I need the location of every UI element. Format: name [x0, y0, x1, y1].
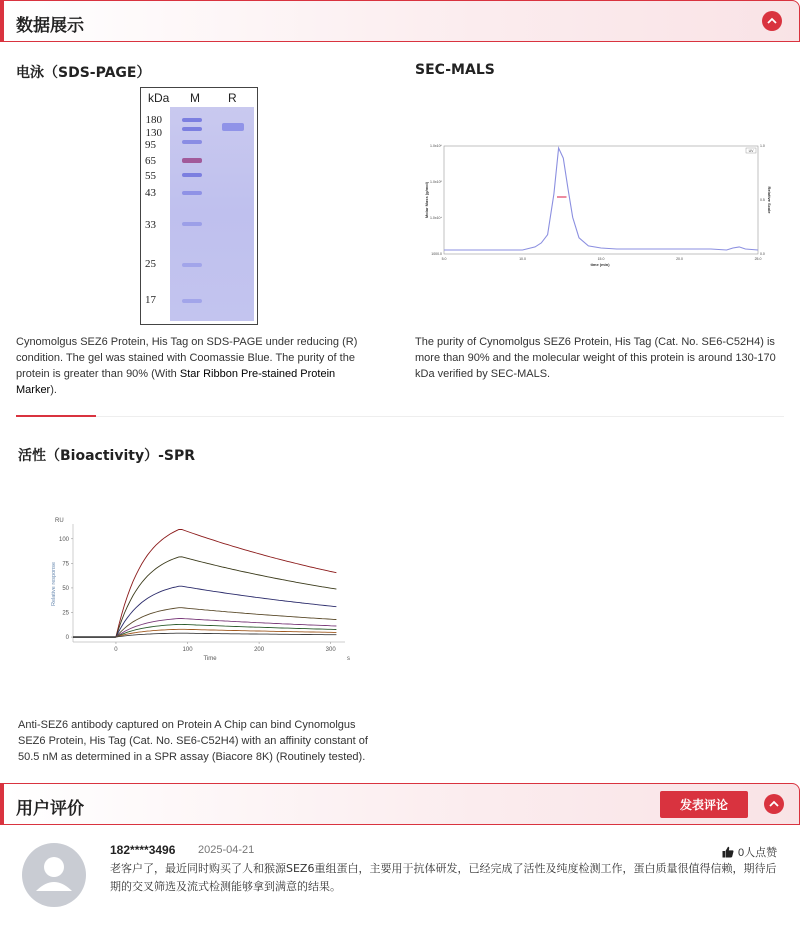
kda-tick-label: 17 — [145, 294, 156, 306]
sec-plot-frame — [444, 146, 758, 254]
sec-mals-caption: The purity of Cynomolgus SEZ6 Protein, His Tag (Cat. No. SE6-C52H4) is more than 90% and the molecular weight of this protein is around 130-170 kDa verified by SEC-MALS. — [415, 336, 776, 380]
kda-tick-label: 43 — [145, 187, 156, 199]
spr-x-tick-label: 0 — [114, 647, 118, 653]
review-date: 2025-04-21 — [198, 844, 255, 856]
spr-y-tick-label: 75 — [62, 561, 69, 568]
sds-page-caption — [16, 334, 376, 398]
sec-y-right-tick-label: 0.5 — [760, 198, 765, 202]
post-review-button[interactable]: 发表评论 — [660, 791, 748, 818]
sec-x-tick-label: 5.0 — [441, 257, 447, 261]
marker-band — [182, 222, 202, 226]
spr-y-tick-label: 0 — [65, 635, 69, 642]
marker-band — [182, 158, 202, 163]
kda-tick-label: 95 — [145, 139, 156, 151]
spr-y-axis-label: Relative response — [51, 561, 57, 607]
kda-tick-label: 180 — [145, 114, 162, 126]
section-divider-accent — [16, 415, 96, 417]
sec-mals-chart — [420, 140, 770, 272]
sec-x-tick-label: 10.0 — [519, 257, 526, 261]
data-section-header — [0, 0, 800, 42]
kda-tick-label: 55 — [145, 170, 156, 182]
review-text: 老客户了，最近同时购买了人和猴源SEZ6重组蛋白，主要用于抗体研发，已经完成了活性及纯度检测工作，蛋白质量很值得信赖，期待后期的交叉筛选及流式检测能够拿到满意的结果。 — [110, 862, 777, 893]
sec-y-right-label: Relative Scale — [767, 186, 772, 214]
review-username: 182****3496 — [110, 843, 176, 857]
sec-y-right-tick-label: 0.0 — [760, 252, 765, 256]
sec-x-axis-label: time (min) — [590, 262, 610, 267]
marker-band — [182, 191, 202, 195]
data-section-title: 数据展示 — [16, 16, 84, 36]
sec-y-left-tick-label: 1.0x10⁵ — [430, 180, 442, 184]
marker-band — [182, 263, 202, 267]
reviews-section-title: 用户评价 — [16, 799, 84, 819]
spr-response-curve — [116, 633, 337, 637]
marker-band — [182, 118, 202, 122]
spr-y-tick-label: 50 — [62, 585, 69, 592]
spr-x-tick-label: 100 — [182, 647, 193, 653]
spr-x-axis-label: Time — [203, 656, 217, 662]
gel-reduced-label: R — [228, 91, 237, 105]
spr-title: 活性（Bioactivity）-SPR — [18, 448, 196, 464]
spr-x-tick-label: 300 — [325, 647, 336, 653]
gel-marker-label: M — [190, 91, 200, 105]
kda-tick-label: 33 — [145, 219, 156, 231]
section-divider — [16, 416, 784, 417]
chevron-up-icon[interactable] — [762, 11, 782, 31]
sec-mals-title: SEC-MALS — [415, 62, 495, 78]
sample-band — [222, 123, 244, 131]
sec-uv-series — [444, 148, 758, 250]
gel-image — [170, 107, 254, 321]
sec-legend-label: UV — [748, 149, 754, 153]
sec-y-left-label: Molar Mass (g/mol) — [424, 181, 429, 219]
chevron-up-icon[interactable] — [764, 794, 784, 814]
sec-y-left-tick-label: 1.0x10⁴ — [429, 216, 442, 220]
spr-y-tick-label: 100 — [58, 536, 69, 543]
sds-page-caption-text: Cynomolgus SEZ6 Protein, His Tag on SDS-PAGE under reducing (R) condition. The gel was stained with Coomassie Blue. The purity of the protein is greater than 90% (With — [16, 336, 358, 380]
sec-x-tick-label: 15.0 — [597, 257, 605, 261]
marker-band — [182, 173, 202, 177]
spr-y-unit: RU — [55, 518, 64, 524]
sds-page-caption-end: ). — [50, 384, 57, 396]
spr-x-unit: s — [347, 656, 350, 662]
spr-y-tick-label: 25 — [62, 610, 69, 617]
sec-y-left-tick-label: 1000.0 — [431, 252, 442, 256]
sec-y-left-tick-label: 1.0x10⁶ — [430, 144, 442, 148]
sds-page-title: 电泳（SDS-PAGE） — [16, 65, 151, 81]
marker-band — [182, 299, 202, 303]
kda-tick-label: 25 — [145, 258, 156, 270]
like-button[interactable] — [722, 844, 777, 860]
spr-x-tick-label: 200 — [254, 647, 265, 653]
sec-y-right-tick-label: 1.0 — [760, 144, 765, 148]
marker-band — [182, 140, 202, 144]
sec-x-tick-label: 20.0 — [676, 257, 683, 261]
kda-tick-label: 65 — [145, 155, 156, 167]
spr-response-curve — [116, 629, 337, 637]
marker-product-link[interactable]: Star Ribbon Pre-stained Protein Marker — [16, 368, 336, 396]
kda-tick-label: 130 — [145, 127, 162, 139]
spr-caption: Anti-SEZ6 antibody captured on Protein A Chip can bind Cynomolgus SEZ6 Protein, His Tag (Cat. No. SE6-C52H4) with an affinity constant of 50.5 nM as determined in a SPR assay (Biacore 8K) (Routinely tested). — [18, 719, 368, 763]
spr-chart — [45, 512, 355, 664]
marker-band — [182, 127, 202, 131]
user-avatar-icon — [22, 843, 86, 907]
likes-count: 0人点赞 — [738, 847, 778, 859]
thumbs-up-icon — [722, 846, 734, 858]
gel-kda-label: kDa — [148, 91, 170, 105]
sec-x-tick-label: 25.0 — [754, 257, 762, 261]
